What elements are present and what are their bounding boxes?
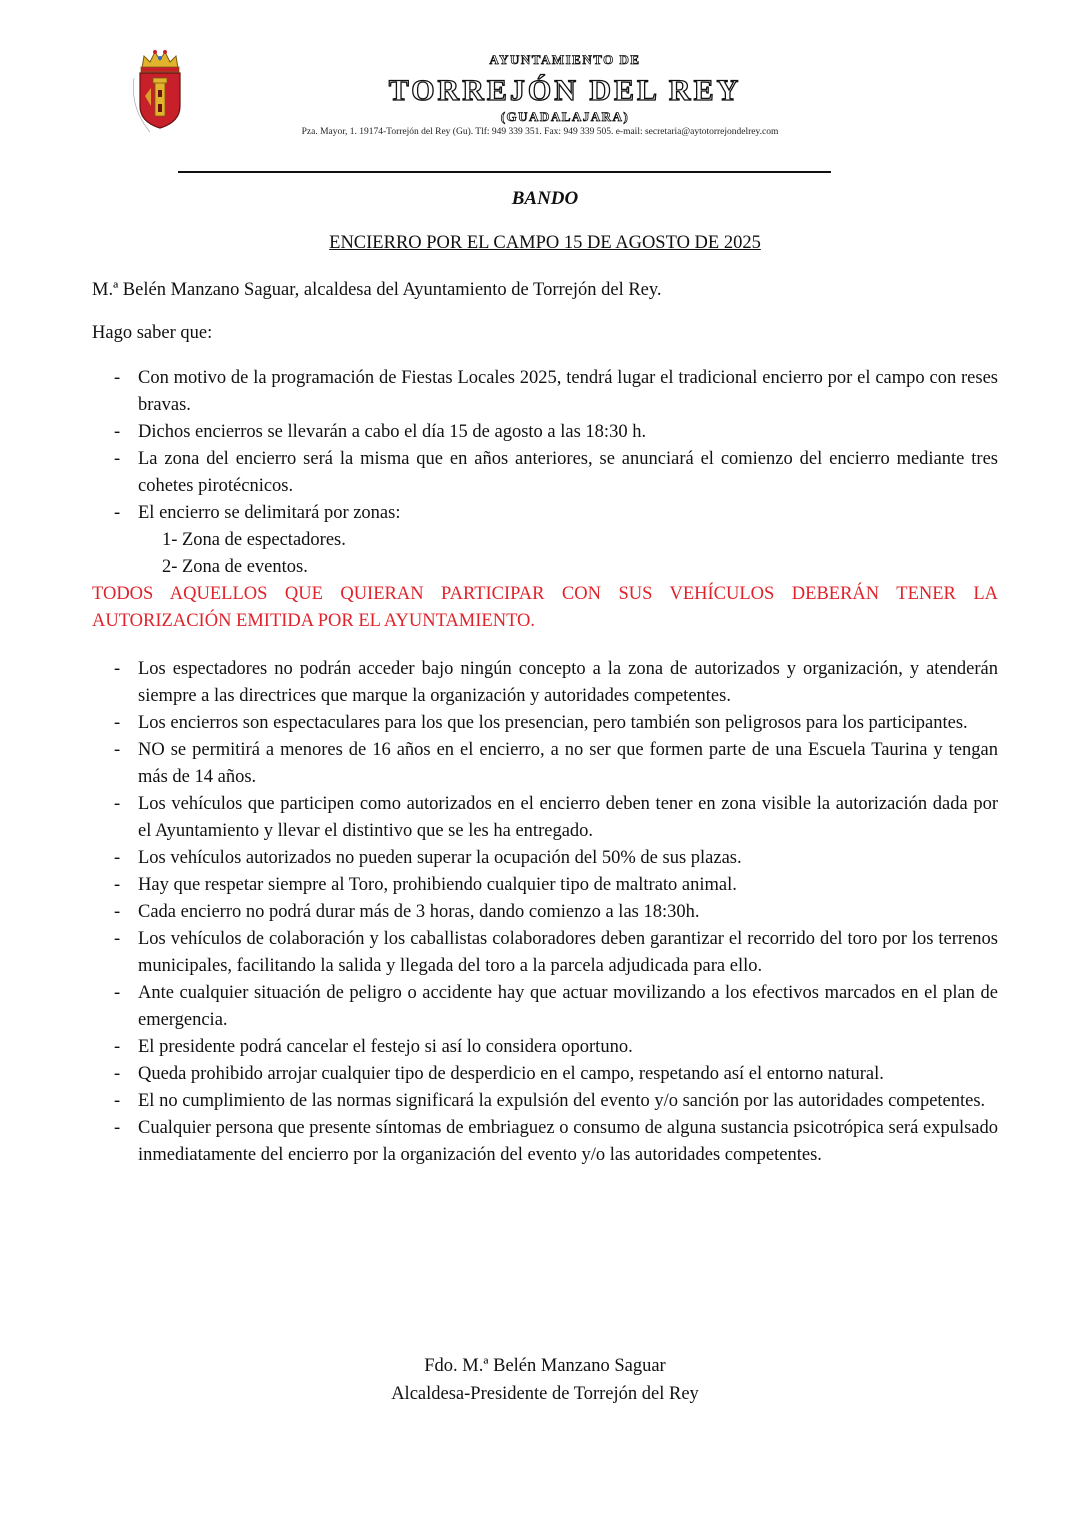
list-item: - El no cumplimiento de las normas significará la expulsión del evento y/o sanción por las autoridades competentes.: [92, 1088, 998, 1115]
first-list: [92, 365, 998, 527]
zones-list: [92, 527, 998, 581]
intro-paragraph: M.ª Belén Manzano Saguar, alcaldesa del Ayuntamiento de Torrejón del Rey.: [92, 280, 662, 300]
list-item: - Hay que respetar siempre al Toro, prohibiendo cualquier tipo de maltrato animal.: [92, 872, 998, 899]
list-item: - Cualquier persona que presente síntomas de embriaguez o consumo de alguna sustancia psicotrópica será expulsado inmediatamente del encierro por la organización del evento y/o las autoridades competentes.: [92, 1115, 998, 1169]
authorization-warning: TODOS AQUELLOS QUE QUIERAN PARTICIPAR CON SUS VEHÍCULOS DEBERÁN TENER LA AUTORIZACIÓN EMITIDA POR EL AYUNTAMIENTO.: [92, 584, 998, 631]
signature-block: [0, 1352, 1080, 1408]
list-item: - NO se permitirá a menores de 16 años en el encierro, a no ser que formen parte de una Escuela Taurina y tengan más de 14 años.: [92, 737, 998, 791]
list-item: - El encierro se delimitará por zonas:: [92, 500, 998, 527]
document-subtitle: ENCIERRO POR EL CAMPO 15 DE AGOSTO DE 2025: [329, 233, 761, 253]
header-province: (GUADALAJARA): [500, 109, 630, 124]
header-address: Pza. Mayor, 1. 19174-Torrejón del Rey (Gu). Tlf: 949 339 351. Fax: 949 339 505. e-mail: secretaria@aytotorrejondelrey.com: [301, 127, 779, 137]
list-item: - Los vehículos autorizados no pueden superar la ocupación del 50% de sus plazas.: [92, 845, 998, 872]
list-item: - Los espectadores no podrán acceder bajo ningún concepto a la zona de autorizados y organización, y atenderán siempre a las directrices que marque la organización y autoridades competentes.: [92, 656, 998, 710]
list-item: - El presidente podrá cancelar el festejo si así lo considera oportuno.: [92, 1034, 998, 1061]
zone-item: [162, 527, 998, 554]
list-item: - Cada encierro no podrá durar más de 3 horas, dando comienzo a las 18:30h.: [92, 899, 998, 926]
document-body: [92, 277, 998, 1169]
zone-label: Zona de espectadores.: [182, 530, 346, 550]
list-item: - Con motivo de la programación de Fiestas Locales 2025, tendrá lugar el tradicional encierro por el campo con reses bravas.: [92, 365, 998, 419]
document-title: BANDO: [511, 188, 579, 209]
zone-label: Zona de eventos.: [182, 557, 308, 577]
header-divider: [178, 171, 831, 173]
rules-list: [92, 656, 998, 1169]
zone-item: [162, 554, 998, 581]
signature-role: Alcaldesa-Presidente de Torrejón del Rey: [391, 1384, 699, 1404]
signature-name: Fdo. M.ª Belén Manzano Saguar: [424, 1356, 666, 1376]
list-item: - Ante cualquier situación de peligro o accidente hay que actuar movilizando a los efectivos marcados en el plan de emergencia.: [92, 980, 998, 1034]
list-item: - Queda prohibido arrojar cualquier tipo de desperdicio en el campo, respetando así el entorno natural.: [92, 1061, 998, 1088]
zone-number: 1-: [162, 530, 178, 550]
header-town-name: TORREJÓN DEL REY: [388, 74, 742, 107]
list-item: - Dichos encierros se llevarán a cabo el día 15 de agosto a las 18:30 h.: [92, 419, 998, 446]
header-ayuntamiento: AYUNTAMIENTO DE: [489, 52, 641, 67]
list-item: - Los vehículos de colaboración y los caballistas colaboradores deben garantizar el recorrido del toro por los terrenos municipales, facilitando la salida y llegada del toro a la parcela adjudicada para ello.: [92, 926, 998, 980]
zone-number: 2-: [162, 557, 178, 577]
list-item: - La zona del encierro será la misma que en años anteriores, se anunciará el comienzo del encierro mediante tres cohetes pirotécnicos.: [92, 446, 998, 500]
list-item: - Los vehículos que participen como autorizados en el encierro deben tener en zona visible la autorización dada por el Ayuntamiento y llevar el distintivo que se les ha entregado.: [92, 791, 998, 845]
hago-saber-paragraph: Hago saber que:: [92, 323, 213, 343]
list-item: - Los encierros son espectaculares para los que los presencian, pero también son peligrosos para los participantes.: [92, 710, 998, 737]
coat-of-arms-icon: [128, 48, 192, 134]
